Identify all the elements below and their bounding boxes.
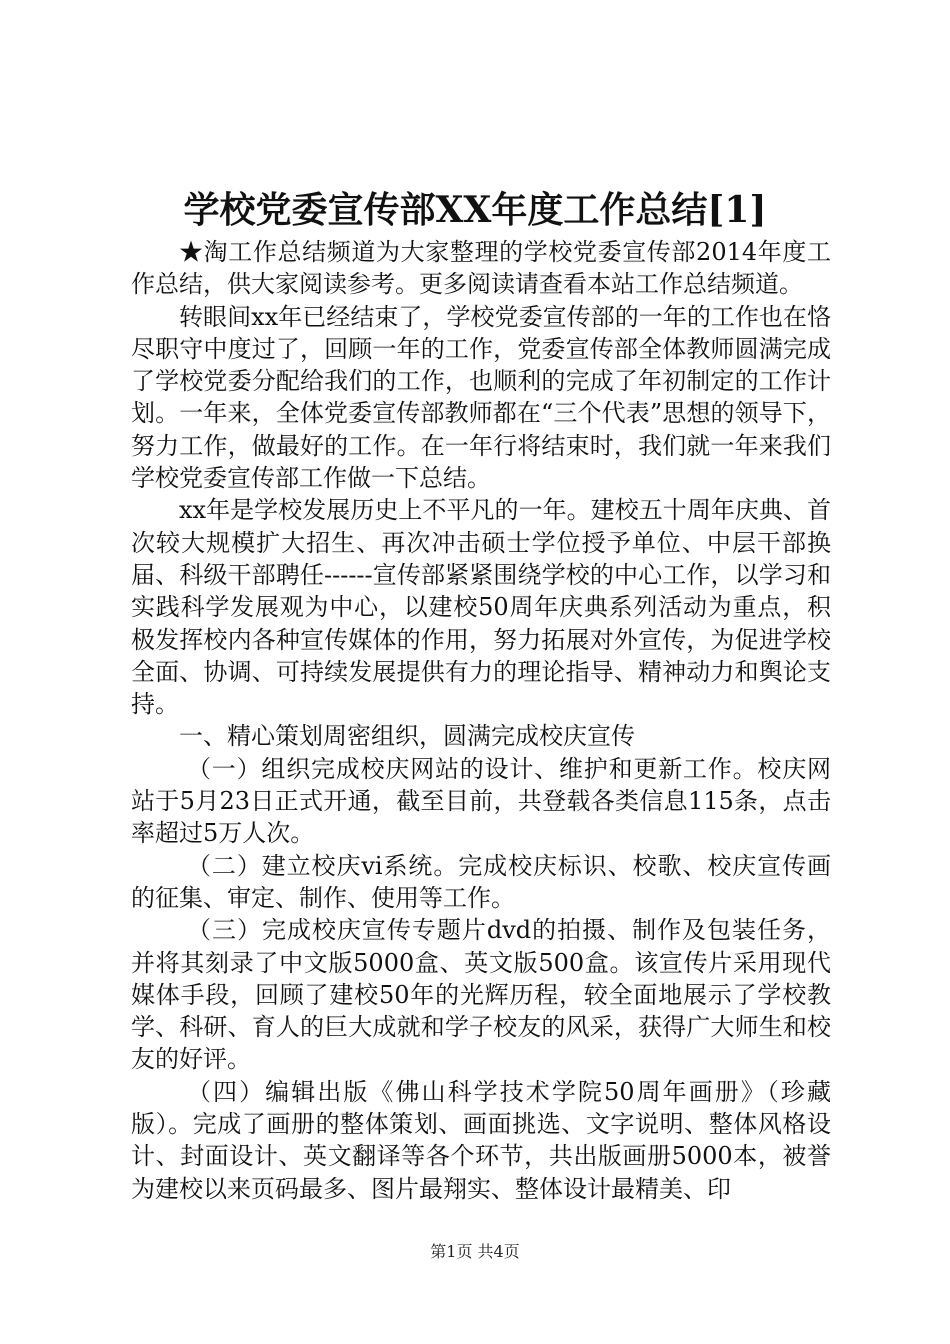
- paragraph-intro: ★淘工作总结频道为大家整理的学校党委宣传部2014年度工作总结，供大家阅读参考。更多阅读请查看本站工作总结频道。: [131, 238, 831, 299]
- paragraph-item-3: （三）完成校庆宣传专题片dvd的拍摄、制作及包装任务，并将其刻录了中文版5000盒、英文版500盒。该宣传片采用现代媒体手段，回顾了建校50年的光辉历程，较全面地展示了学校教学、科研、育人的巨大成就和学子校友的风采，获得广大师生和校友的好评。: [131, 916, 831, 1074]
- paragraph-item-1: （一）组织完成校庆网站的设计、维护和更新工作。校庆网站于5月23日正式开通，截至目前，共登载各类信息115条，点击率超过5万人次。: [131, 754, 831, 848]
- page-number-footer: 第1页 共4页: [430, 1242, 520, 1261]
- section-heading-1: 一、精心策划周密组织，圆满完成校庆宣传: [179, 722, 635, 751]
- document-title: 学校党委宣传部XX年度工作总结[1]: [183, 189, 767, 231]
- paragraph-item-4: （四）编辑出版《佛山科学技术学院50周年画册》（珍藏版）。完成了画册的整体策划、画面挑选、文字说明、整体风格设计、封面设计、英文翻译等各个环节，共出版画册5000本，被誉为建校以来页码最多、图片最翔实、整体设计最精美、印: [131, 1077, 831, 1203]
- paragraph-overview: 转眼间xx年已经结束了，学校党委宣传部的一年的工作也在恪尽职守中度过了，回顾一年的工作，党委宣传部全体教师圆满完成了学校党委分配给我们的工作，也顺利的完成了年初制定的工作计划。一年来，全体党委宣传部教师都在“三个代表”思想的领导下，努力工作，做最好的工作。在一年行将结束时，我们就一年来我们学校党委宣传部工作做一下总结。: [131, 302, 831, 493]
- paragraph-item-2: （二）建立校庆vi系统。完成校庆标识、校歌、校庆宣传画的征集、审定、制作、使用等工作。: [131, 851, 831, 912]
- paragraph-year-summary: xx年是学校发展历史上不平凡的一年。建校五十周年庆典、首次较大规模扩大招生、再次冲击硕士学位授予单位、中层干部换届、科级干部聘任------宣传部紧紧围绕学校的中心工作，以学习和实践科学发展观为中心，以建校50周年庆典系列活动为重点，积极发挥校内各种宣传媒体的作用，努力拓展对外宣传，为促进学校全面、协调、可持续发展提供有力的理论指导、精神动力和舆论支持。: [131, 496, 831, 719]
- document-body: [131, 236, 831, 1205]
